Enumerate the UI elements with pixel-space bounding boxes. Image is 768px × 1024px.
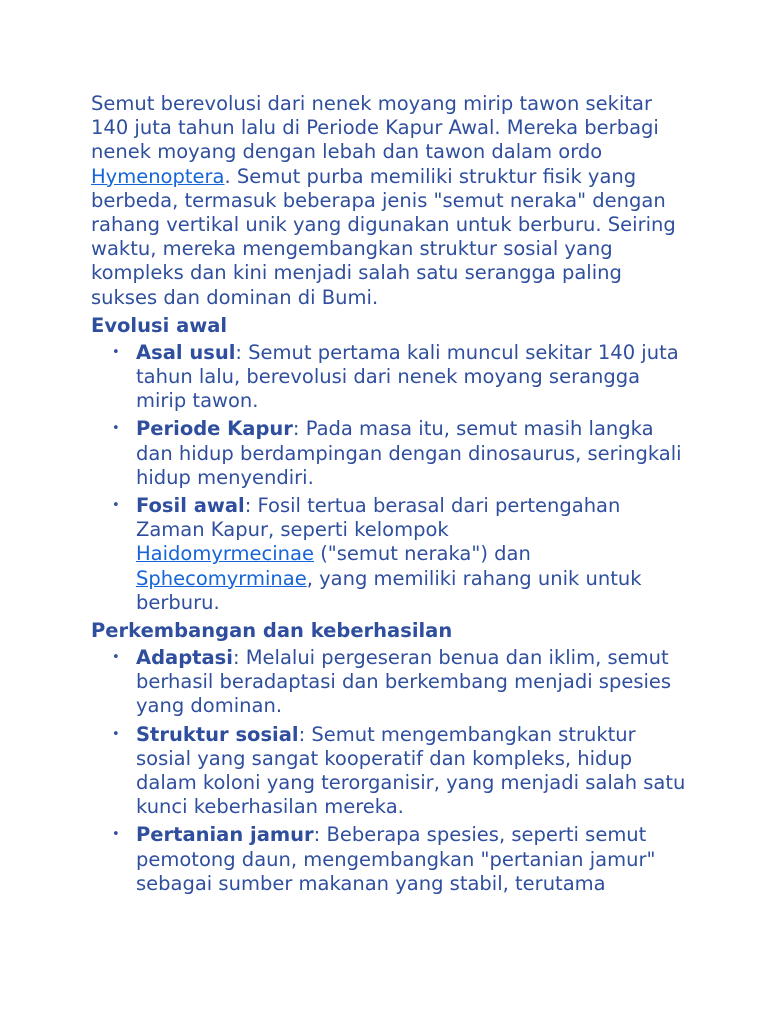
list-item (91, 494, 691, 615)
item-text: : Melalui pergeseran benua dan iklim, semut berhasil beradaptasi dan berkembang menjadi spesies yang dominan. (136, 646, 672, 718)
intro-text-1: Semut berevolusi dari nenek moyang mirip tawon sekitar 140 juta tahun lalu di Periode Kapur Awal. Mereka berbagi nenek moyang dengan lebah dan tawon dalam ordo (91, 92, 659, 164)
term-adaptasi: Adaptasi (136, 646, 233, 670)
list-item (91, 341, 691, 414)
list-item (91, 723, 691, 820)
term-fosil-awal: Fosil awal (136, 494, 245, 518)
heading-perkembangan: Perkembangan dan keberhasilan (91, 619, 453, 643)
list-item (91, 823, 691, 896)
bullet-icon: • (112, 421, 120, 437)
item-text: : Beberapa spesies, seperti semut pemotong daun, mengembangkan "pertanian jamur" sebagai sumber makanan yang stabil, terutama (136, 823, 656, 895)
heading-evolusi-awal: Evolusi awal (91, 313, 228, 337)
bullet-icon: • (112, 827, 120, 843)
item-text: : Fosil tertua berasal dari pertengahan Zaman Kapur, seperti kelompok (136, 494, 621, 542)
bullet-icon: • (112, 498, 120, 514)
list-perkembangan (91, 646, 691, 896)
term-pertanian-jamur: Pertanian jamur (136, 823, 314, 847)
item-text: , yang memiliki rahang unik untuk berburu. (136, 566, 642, 614)
item-text: : Semut mengembangkan struktur sosial yang sangat kooperatif dan kompleks, hidup dalam koloni yang terorganisir, yang menjadi salah satu kunci keberhasilan mereka. (136, 722, 686, 819)
link-haidomyrmecinae[interactable]: Haidomyrmecinae (136, 542, 314, 566)
item-text: ("semut neraka") dan (314, 542, 531, 566)
intro-paragraph (91, 92, 691, 310)
list-evolusi-awal (91, 341, 691, 615)
intro-text-2: . Semut purba memiliki struktur fisik yang berbeda, termasuk beberapa jenis "semut neraka" dengan rahang vertikal unik yang digunakan untuk berburu. Seiring waktu, mereka mengembangkan struktur sosial yang kompleks dan kini menjadi salah satu serangga paling sukses dan dominan di Bumi. (91, 164, 676, 309)
term-asal-usul: Asal usul (136, 340, 236, 364)
link-hymenoptera[interactable]: Hymenoptera (91, 164, 225, 188)
bullet-icon: • (112, 344, 120, 360)
document-page (91, 92, 691, 900)
item-text: : Semut pertama kali muncul sekitar 140 juta tahun lalu, berevolusi dari nenek moyang serangga mirip tawon. (136, 340, 679, 413)
term-periode-kapur: Periode Kapur (136, 417, 293, 441)
list-item (91, 646, 691, 719)
bullet-icon: • (112, 650, 120, 666)
link-sphecomyrminae[interactable]: Sphecomyrminae (136, 566, 307, 590)
list-item (91, 417, 691, 490)
item-text: : Pada masa itu, semut masih langka dan hidup berdampingan dengan dinosaurus, seringkali hidup menyendiri. (136, 417, 682, 489)
term-struktur-sosial: Struktur sosial (136, 722, 299, 746)
bullet-icon: • (112, 726, 120, 742)
